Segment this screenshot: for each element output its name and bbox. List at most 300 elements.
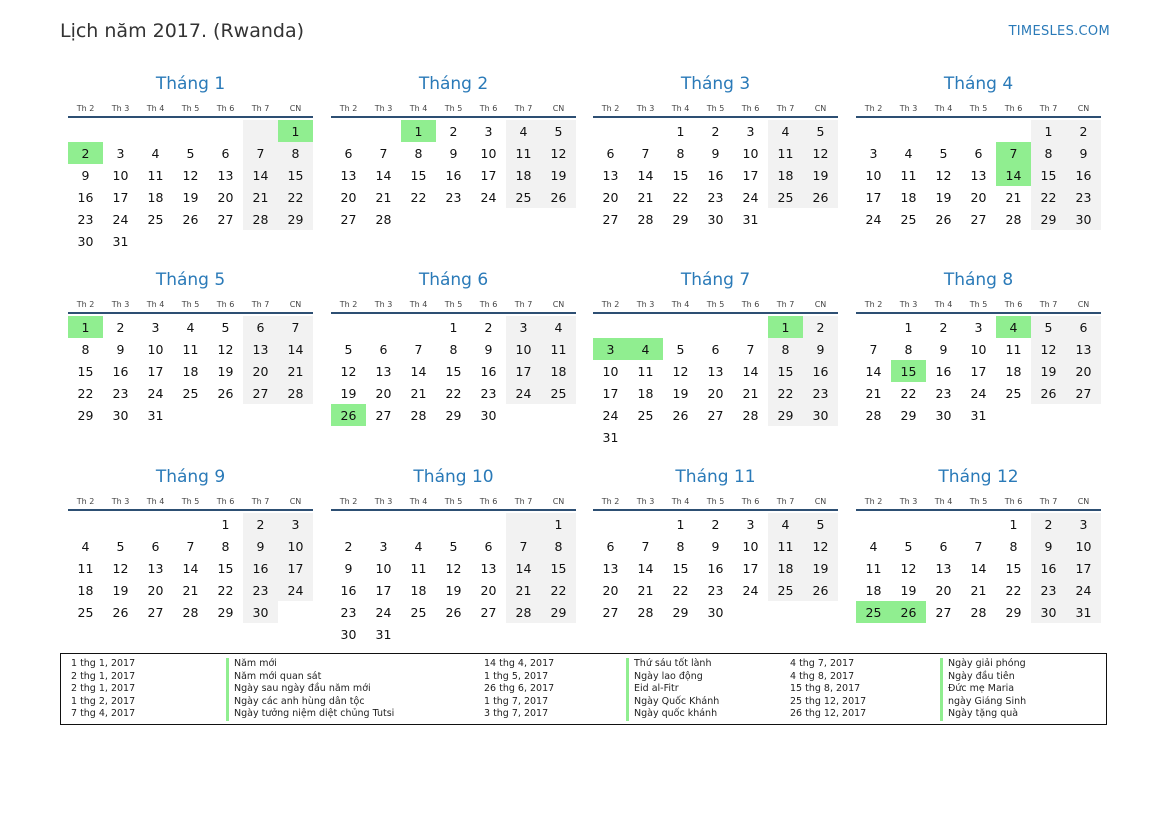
day-cell: 13 bbox=[480, 560, 497, 576]
holiday-day-cell: 26 bbox=[331, 404, 366, 426]
day-cell: 1 bbox=[449, 319, 458, 335]
empty-day-cell bbox=[891, 513, 926, 535]
month-title: Tháng 12 bbox=[938, 467, 1019, 487]
day-grid bbox=[856, 316, 1101, 426]
day-cell: 11 bbox=[147, 167, 164, 183]
day-cell: 4 bbox=[506, 120, 541, 142]
empty-day-cell bbox=[436, 513, 471, 535]
day-cell: 25 bbox=[637, 407, 654, 423]
weekday-label: Th 7 bbox=[251, 497, 270, 506]
day-cell: 19 bbox=[541, 164, 576, 186]
weekday-label: Th 7 bbox=[514, 104, 533, 113]
month-title: Tháng 2 bbox=[418, 74, 489, 94]
day-cell: 19 bbox=[803, 164, 838, 186]
day-cell: 28 bbox=[637, 604, 654, 620]
holiday-date: 7 thg 4, 2017 bbox=[71, 708, 136, 720]
holiday-day-cell: 1 bbox=[768, 316, 803, 338]
weekday-label: Th 3 bbox=[899, 300, 918, 309]
holiday-date: 2 thg 1, 2017 bbox=[71, 683, 136, 695]
day-cell: 29 bbox=[278, 208, 313, 230]
day-cell: 17 bbox=[970, 363, 987, 379]
empty-day-cell bbox=[471, 623, 506, 645]
weekday-label: Th 2 bbox=[601, 497, 620, 506]
holiday-date: 4 thg 7, 2017 bbox=[790, 658, 855, 669]
day-cell: 9 bbox=[344, 560, 353, 576]
month-block bbox=[856, 73, 1101, 230]
weekday-header bbox=[593, 490, 838, 511]
weekday-label: Th 2 bbox=[601, 104, 620, 113]
day-cell: 10 bbox=[602, 363, 619, 379]
day-cell: 9 bbox=[81, 167, 90, 183]
day-cell: 3 bbox=[151, 319, 160, 335]
empty-day-cell bbox=[331, 513, 366, 535]
empty-day-cell bbox=[436, 623, 471, 645]
day-cell: 25 bbox=[77, 604, 94, 620]
day-cell: 11 bbox=[1005, 341, 1022, 357]
day-cell: 2 bbox=[1066, 120, 1101, 142]
empty-day-cell bbox=[628, 426, 663, 448]
empty-day-cell bbox=[278, 601, 313, 623]
day-cell: 10 bbox=[480, 145, 497, 161]
day-cell: 17 bbox=[375, 582, 392, 598]
day-cell: 12 bbox=[182, 167, 199, 183]
day-cell: 8 bbox=[81, 341, 90, 357]
day-cell: 22 bbox=[77, 385, 94, 401]
day-cell: 6 bbox=[484, 538, 493, 554]
day-cell: 10 bbox=[742, 145, 759, 161]
day-cell: 4 bbox=[81, 538, 90, 554]
day-cell: 22 bbox=[672, 189, 689, 205]
day-cell: 1 bbox=[676, 516, 685, 532]
day-cell: 22 bbox=[541, 579, 576, 601]
day-cell: 10 bbox=[506, 338, 541, 360]
holiday-name: Ngày tưởng niệm diệt chủng Tutsi bbox=[226, 708, 394, 721]
weekday-label: Th 4 bbox=[934, 497, 953, 506]
weekday-label: Th 2 bbox=[76, 497, 95, 506]
weekday-header bbox=[331, 97, 576, 118]
weekday-header bbox=[856, 97, 1101, 118]
holiday-date: 26 thg 6, 2017 bbox=[484, 683, 555, 695]
day-cell: 21 bbox=[865, 385, 882, 401]
weekday-label: Th 3 bbox=[374, 300, 393, 309]
weekday-label: Th 7 bbox=[776, 104, 795, 113]
day-cell: 31 bbox=[742, 211, 759, 227]
day-cell: 29 bbox=[672, 604, 689, 620]
day-cell: 21 bbox=[278, 360, 313, 382]
day-cell: 31 bbox=[1066, 601, 1101, 623]
day-cell: 9 bbox=[449, 145, 458, 161]
day-cell: 15 bbox=[278, 164, 313, 186]
day-cell: 20 bbox=[1066, 360, 1101, 382]
day-cell: 23 bbox=[1031, 579, 1066, 601]
day-cell: 12 bbox=[672, 363, 689, 379]
day-cell: 20 bbox=[243, 360, 278, 382]
day-cell: 9 bbox=[939, 341, 948, 357]
holiday-name: Năm mới bbox=[226, 658, 394, 671]
day-cell: 3 bbox=[1066, 513, 1101, 535]
day-cell: 3 bbox=[974, 319, 983, 335]
day-cell: 26 bbox=[672, 407, 689, 423]
weekday-header bbox=[68, 293, 313, 314]
day-cell: 17 bbox=[506, 360, 541, 382]
weekday-label: Th 3 bbox=[636, 104, 655, 113]
weekday-label: Th 6 bbox=[741, 497, 760, 506]
day-cell: 27 bbox=[602, 211, 619, 227]
day-cell: 5 bbox=[803, 120, 838, 142]
holiday-day-cell: 1 bbox=[401, 120, 436, 142]
day-cell: 19 bbox=[803, 557, 838, 579]
weekday-label: Th 5 bbox=[706, 300, 725, 309]
day-cell: 22 bbox=[1031, 186, 1066, 208]
day-cell: 25 bbox=[768, 579, 803, 601]
day-cell: 4 bbox=[768, 120, 803, 142]
day-cell: 29 bbox=[672, 211, 689, 227]
day-cell: 13 bbox=[340, 167, 357, 183]
month-title: Tháng 10 bbox=[413, 467, 494, 487]
empty-day-cell bbox=[541, 623, 576, 645]
empty-day-cell bbox=[366, 120, 401, 142]
day-cell: 30 bbox=[243, 601, 278, 623]
day-cell: 7 bbox=[414, 341, 423, 357]
day-cell: 8 bbox=[768, 338, 803, 360]
weekday-label: Th 6 bbox=[741, 300, 760, 309]
empty-day-cell bbox=[926, 120, 961, 142]
holiday-name: Đức mẹ Maria bbox=[940, 683, 1026, 696]
day-cell: 28 bbox=[637, 211, 654, 227]
day-cell: 12 bbox=[803, 535, 838, 557]
day-cell: 12 bbox=[445, 560, 462, 576]
empty-day-cell bbox=[401, 513, 436, 535]
day-cell: 9 bbox=[1066, 142, 1101, 164]
day-cell: 11 bbox=[768, 142, 803, 164]
day-cell: 19 bbox=[935, 189, 952, 205]
day-cell: 30 bbox=[803, 404, 838, 426]
empty-day-cell bbox=[173, 230, 208, 252]
day-cell: 5 bbox=[904, 538, 913, 554]
holiday-name: Ngày đầu tiên bbox=[940, 671, 1026, 684]
day-cell: 23 bbox=[445, 189, 462, 205]
day-cell: 6 bbox=[221, 145, 230, 161]
day-cell: 8 bbox=[541, 535, 576, 557]
weekday-header bbox=[68, 97, 313, 118]
day-cell: 5 bbox=[541, 120, 576, 142]
day-cell: 17 bbox=[278, 557, 313, 579]
day-cell: 25 bbox=[506, 186, 541, 208]
day-cell: 17 bbox=[742, 560, 759, 576]
empty-day-cell bbox=[208, 120, 243, 142]
weekday-label: Th 6 bbox=[1004, 497, 1023, 506]
day-cell: 26 bbox=[803, 579, 838, 601]
day-cell: 14 bbox=[243, 164, 278, 186]
holiday-day-cell: 4 bbox=[628, 338, 663, 360]
day-cell: 21 bbox=[742, 385, 759, 401]
day-grid bbox=[331, 316, 576, 426]
day-cell: 21 bbox=[1005, 189, 1022, 205]
day-cell: 24 bbox=[112, 211, 129, 227]
weekday-label: Th 3 bbox=[636, 497, 655, 506]
month-title: Tháng 8 bbox=[943, 270, 1014, 290]
day-grid bbox=[68, 316, 313, 426]
day-cell: 24 bbox=[147, 385, 164, 401]
day-cell: 19 bbox=[217, 363, 234, 379]
day-cell: 30 bbox=[707, 211, 724, 227]
day-cell: 2 bbox=[449, 123, 458, 139]
empty-day-cell bbox=[593, 513, 628, 535]
month-block bbox=[331, 466, 576, 645]
day-cell: 28 bbox=[375, 211, 392, 227]
empty-day-cell bbox=[208, 230, 243, 252]
day-cell: 3 bbox=[746, 516, 755, 532]
day-cell: 5 bbox=[186, 145, 195, 161]
day-cell: 14 bbox=[742, 363, 759, 379]
day-cell: 9 bbox=[803, 338, 838, 360]
empty-day-cell bbox=[628, 316, 663, 338]
month-title: Tháng 5 bbox=[155, 270, 226, 290]
holiday-dates-col-1 bbox=[71, 658, 135, 721]
weekday-label: Th 4 bbox=[146, 300, 165, 309]
day-cell: 16 bbox=[1031, 557, 1066, 579]
day-cell: 12 bbox=[803, 142, 838, 164]
day-cell: 12 bbox=[541, 142, 576, 164]
empty-day-cell bbox=[173, 513, 208, 535]
empty-day-cell bbox=[506, 623, 541, 645]
holiday-name: Eid al-Fitr bbox=[626, 683, 719, 696]
weekday-label: CN bbox=[814, 104, 827, 113]
day-cell: 3 bbox=[869, 145, 878, 161]
weekday-label: Th 2 bbox=[339, 104, 358, 113]
day-cell: 23 bbox=[243, 579, 278, 601]
day-cell: 8 bbox=[449, 341, 458, 357]
weekday-label: Th 7 bbox=[251, 104, 270, 113]
day-cell: 20 bbox=[147, 582, 164, 598]
day-cell: 21 bbox=[375, 189, 392, 205]
weekday-label: Th 6 bbox=[1004, 300, 1023, 309]
day-cell: 2 bbox=[344, 538, 353, 554]
day-cell: 24 bbox=[742, 189, 759, 205]
month-block bbox=[68, 269, 313, 426]
holiday-name: Ngày Quốc Khánh bbox=[626, 696, 719, 709]
day-cell: 18 bbox=[637, 385, 654, 401]
holiday-day-cell: 1 bbox=[278, 120, 313, 142]
empty-day-cell bbox=[366, 316, 401, 338]
day-cell: 28 bbox=[742, 407, 759, 423]
weekday-label: Th 5 bbox=[181, 300, 200, 309]
holiday-day-cell: 2 bbox=[68, 142, 103, 164]
empty-day-cell bbox=[103, 513, 138, 535]
weekday-label: CN bbox=[552, 104, 565, 113]
empty-day-cell bbox=[138, 120, 173, 142]
weekday-label: Th 4 bbox=[409, 104, 428, 113]
day-cell: 27 bbox=[243, 382, 278, 404]
empty-day-cell bbox=[506, 208, 541, 230]
day-cell: 13 bbox=[147, 560, 164, 576]
weekday-label: Th 5 bbox=[444, 104, 463, 113]
day-cell: 18 bbox=[182, 363, 199, 379]
brand-link[interactable]: TIMESLES.COM bbox=[1008, 24, 1110, 39]
day-cell: 26 bbox=[182, 211, 199, 227]
day-cell: 14 bbox=[637, 167, 654, 183]
weekday-label: CN bbox=[1077, 300, 1090, 309]
day-cell: 16 bbox=[480, 363, 497, 379]
day-cell: 28 bbox=[506, 601, 541, 623]
day-cell: 23 bbox=[1066, 186, 1101, 208]
day-cell: 23 bbox=[803, 382, 838, 404]
holiday-day-cell: 14 bbox=[996, 164, 1031, 186]
day-cell: 29 bbox=[541, 601, 576, 623]
day-cell: 7 bbox=[278, 316, 313, 338]
day-cell: 20 bbox=[707, 385, 724, 401]
weekday-label: Th 4 bbox=[934, 300, 953, 309]
day-cell: 31 bbox=[375, 626, 392, 642]
holiday-names-col-2 bbox=[626, 658, 719, 721]
day-cell: 21 bbox=[637, 582, 654, 598]
day-cell: 23 bbox=[935, 385, 952, 401]
day-cell: 10 bbox=[112, 167, 129, 183]
day-cell: 22 bbox=[410, 189, 427, 205]
empty-day-cell bbox=[243, 120, 278, 142]
day-cell: 10 bbox=[1066, 535, 1101, 557]
day-cell: 3 bbox=[116, 145, 125, 161]
day-cell: 4 bbox=[904, 145, 913, 161]
day-cell: 28 bbox=[243, 208, 278, 230]
weekday-header bbox=[856, 490, 1101, 511]
day-cell: 26 bbox=[935, 211, 952, 227]
day-grid bbox=[593, 316, 838, 448]
empty-day-cell bbox=[733, 601, 768, 623]
day-cell: 5 bbox=[1031, 316, 1066, 338]
weekday-label: CN bbox=[552, 300, 565, 309]
day-cell: 27 bbox=[935, 604, 952, 620]
holiday-date: 1 thg 1, 2017 bbox=[71, 658, 136, 669]
day-cell: 29 bbox=[1005, 604, 1022, 620]
day-cell: 12 bbox=[217, 341, 234, 357]
weekday-label: CN bbox=[552, 497, 565, 506]
month-block bbox=[593, 466, 838, 623]
day-cell: 3 bbox=[379, 538, 388, 554]
day-cell: 31 bbox=[147, 407, 164, 423]
month-title: Tháng 3 bbox=[680, 74, 751, 94]
empty-day-cell bbox=[856, 513, 891, 535]
empty-day-cell bbox=[401, 623, 436, 645]
day-cell: 7 bbox=[641, 538, 650, 554]
weekday-label: CN bbox=[1077, 104, 1090, 113]
day-cell: 4 bbox=[151, 145, 160, 161]
day-cell: 26 bbox=[217, 385, 234, 401]
day-cell: 11 bbox=[77, 560, 94, 576]
weekday-label: Th 4 bbox=[671, 300, 690, 309]
day-cell: 9 bbox=[484, 341, 493, 357]
day-cell: 31 bbox=[970, 407, 987, 423]
holiday-day-cell: 25 bbox=[856, 601, 891, 623]
day-cell: 24 bbox=[865, 211, 882, 227]
holiday-day-cell: 15 bbox=[891, 360, 926, 382]
month-block bbox=[593, 269, 838, 448]
day-cell: 1 bbox=[1031, 120, 1066, 142]
day-cell: 13 bbox=[217, 167, 234, 183]
day-cell: 9 bbox=[243, 535, 278, 557]
day-cell: 30 bbox=[1031, 601, 1066, 623]
day-cell: 1 bbox=[676, 123, 685, 139]
day-cell: 29 bbox=[1031, 208, 1066, 230]
day-cell: 10 bbox=[375, 560, 392, 576]
weekday-label: Th 4 bbox=[934, 104, 953, 113]
holiday-date: 1 thg 2, 2017 bbox=[71, 695, 136, 707]
weekday-label: Th 2 bbox=[864, 497, 883, 506]
day-cell: 8 bbox=[278, 142, 313, 164]
holiday-name: Ngày sau ngày đầu năm mới bbox=[226, 683, 394, 696]
holiday-day-cell: 3 bbox=[593, 338, 628, 360]
day-cell: 11 bbox=[637, 363, 654, 379]
day-cell: 13 bbox=[935, 560, 952, 576]
empty-day-cell bbox=[331, 120, 366, 142]
day-cell: 19 bbox=[340, 385, 357, 401]
empty-day-cell bbox=[996, 120, 1031, 142]
weekday-label: Th 5 bbox=[444, 300, 463, 309]
holiday-date: 1 thg 5, 2017 bbox=[484, 670, 549, 682]
day-cell: 24 bbox=[742, 582, 759, 598]
empty-day-cell bbox=[68, 513, 103, 535]
day-cell: 29 bbox=[768, 404, 803, 426]
empty-day-cell bbox=[803, 426, 838, 448]
weekday-label: Th 2 bbox=[76, 300, 95, 309]
day-cell: 27 bbox=[970, 211, 987, 227]
day-cell: 24 bbox=[970, 385, 987, 401]
holiday-date: 14 thg 4, 2017 bbox=[484, 658, 555, 669]
day-cell: 12 bbox=[935, 167, 952, 183]
day-cell: 10 bbox=[147, 341, 164, 357]
empty-day-cell bbox=[663, 426, 698, 448]
day-cell: 28 bbox=[410, 407, 427, 423]
weekday-label: Th 6 bbox=[1004, 104, 1023, 113]
day-cell: 14 bbox=[865, 363, 882, 379]
holiday-date: 26 thg 12, 2017 bbox=[790, 708, 867, 720]
holiday-name: Năm mới quan sát bbox=[226, 671, 394, 684]
month-block bbox=[593, 73, 838, 230]
day-cell: 24 bbox=[278, 579, 313, 601]
weekday-header bbox=[331, 293, 576, 314]
month-block bbox=[331, 73, 576, 230]
weekday-label: Th 7 bbox=[251, 300, 270, 309]
day-cell: 2 bbox=[116, 319, 125, 335]
day-cell: 9 bbox=[711, 538, 720, 554]
day-cell: 15 bbox=[217, 560, 234, 576]
day-cell: 16 bbox=[803, 360, 838, 382]
day-cell: 13 bbox=[602, 560, 619, 576]
day-cell: 20 bbox=[340, 189, 357, 205]
weekday-label: Th 2 bbox=[864, 300, 883, 309]
month-title: Tháng 1 bbox=[155, 74, 226, 94]
day-cell: 25 bbox=[182, 385, 199, 401]
empty-day-cell bbox=[471, 513, 506, 535]
day-cell: 5 bbox=[803, 513, 838, 535]
day-cell: 20 bbox=[602, 189, 619, 205]
day-cell: 16 bbox=[112, 363, 129, 379]
day-grid bbox=[856, 513, 1101, 623]
empty-day-cell bbox=[331, 316, 366, 338]
day-cell: 1 bbox=[541, 513, 576, 535]
day-cell: 18 bbox=[77, 582, 94, 598]
day-cell: 29 bbox=[217, 604, 234, 620]
holiday-day-cell: 4 bbox=[996, 316, 1031, 338]
day-cell: 18 bbox=[541, 360, 576, 382]
day-grid bbox=[68, 513, 313, 623]
day-cell: 27 bbox=[375, 407, 392, 423]
day-cell: 8 bbox=[1009, 538, 1018, 554]
month-block bbox=[856, 269, 1101, 426]
weekday-label: Th 2 bbox=[76, 104, 95, 113]
day-cell: 12 bbox=[900, 560, 917, 576]
day-cell: 27 bbox=[707, 407, 724, 423]
